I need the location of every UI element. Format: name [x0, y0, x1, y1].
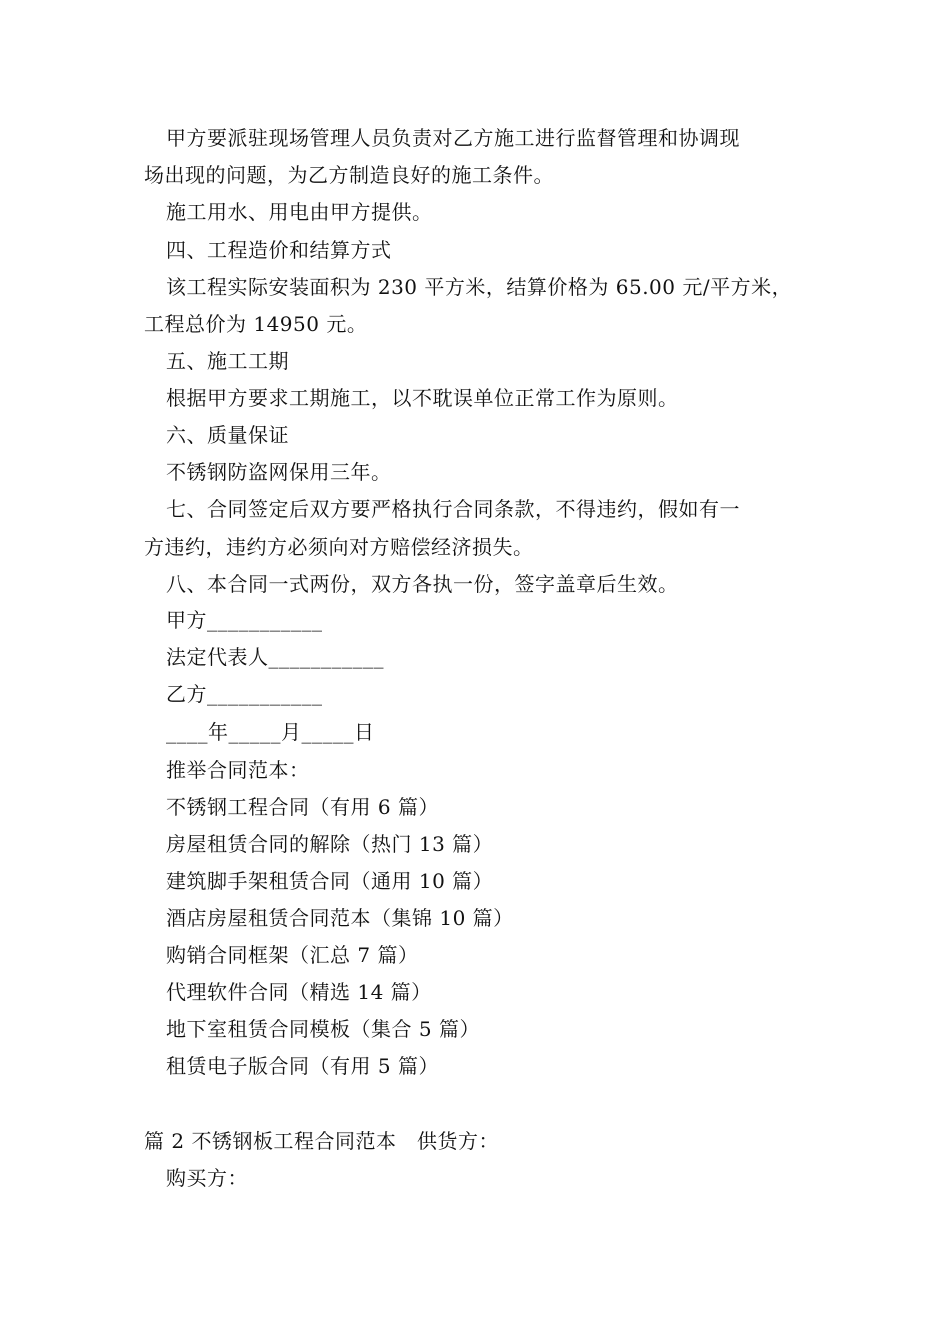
section-heading: 四、工程造价和结算方式	[166, 238, 392, 262]
paragraph-line: 购买方：	[166, 1166, 248, 1190]
recommend-item: 地下室租赁合同模板（集合 5 篇）	[166, 1017, 480, 1041]
date-line: ____年_____月_____日	[166, 720, 375, 744]
paragraph-line: 根据甲方要求工期施工，以不耽误单位正常工作为原则。	[166, 386, 679, 410]
recommend-heading: 推举合同范本：	[166, 758, 310, 782]
recommend-item: 建筑脚手架租赁合同（通用 10 篇）	[166, 869, 494, 893]
paragraph-line: 工程总价为 14950 元。	[144, 312, 368, 336]
recommend-item: 酒店房屋租赁合同范本（集锦 10 篇）	[166, 906, 514, 930]
recommend-item: 代理软件合同（精选 14 篇）	[166, 980, 432, 1004]
signature-line-party-a: 甲方___________	[166, 608, 323, 632]
recommend-item: 房屋租赁合同的解除（热门 13 篇）	[166, 832, 494, 856]
section-heading: 六、质量保证	[166, 423, 289, 447]
recommend-item: 租赁电子版合同（有用 5 篇）	[166, 1054, 439, 1078]
paragraph-line: 方违约，违约方必须向对方赔偿经济损失。	[144, 535, 534, 559]
paragraph-line: 八、本合同一式两份，双方各执一份，签字盖章后生效。	[166, 572, 679, 596]
section-heading: 五、施工工期	[166, 349, 289, 373]
paragraph-line: 七、合同签定后双方要严格执行合同条款，不得违约，假如有一	[166, 497, 740, 521]
recommend-item: 购销合同框架（汇总 7 篇）	[166, 943, 419, 967]
recommend-item: 不锈钢工程合同（有用 6 篇）	[166, 795, 439, 819]
paragraph-line: 施工用水、用电由甲方提供。	[166, 200, 433, 224]
signature-line-party-b: 乙方___________	[166, 682, 323, 706]
paragraph-line: 甲方要派驻现场管理人员负责对乙方施工进行监督管理和协调现	[166, 126, 740, 150]
paragraph-line: 不锈钢防盗网保用三年。	[166, 460, 392, 484]
paragraph-line: 该工程实际安装面积为 230 平方米，结算价格为 65.00 元/平方米，	[166, 275, 793, 299]
paragraph-line: 场出现的问题，为乙方制造良好的施工条件。	[144, 163, 554, 187]
chapter-title: 篇 2 不锈钢板工程合同范本 供货方：	[144, 1129, 499, 1153]
signature-line-representative: 法定代表人___________	[166, 645, 384, 669]
